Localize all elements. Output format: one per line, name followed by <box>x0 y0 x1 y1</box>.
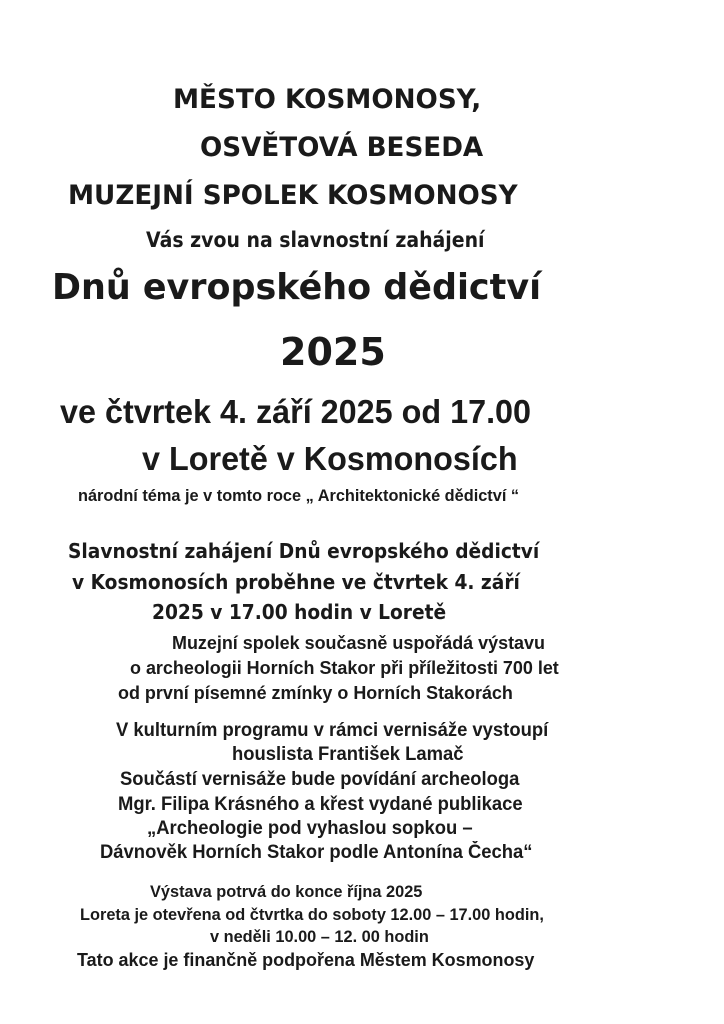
program-line-4: Mgr. Filipa Krásného a křest vydané publikace <box>118 794 523 815</box>
opening-hours-sunday: v neděli 10.00 – 12. 00 hodin <box>210 928 429 946</box>
exhibition-line-1: Muzejní spolek současně uspořádá výstavu <box>172 632 545 653</box>
opening-line-3: 2025 v 17.00 hodin v Loretě <box>152 600 447 624</box>
opening-hours-weekdays: Loreta je otevřena od čtvrtka do soboty 12.00 – 17.00 hodin, <box>80 906 544 924</box>
program-line-2: houslista František Lamač <box>232 744 464 765</box>
exhibition-line-3: od první písemné zmínky o Horních Stakorách <box>118 682 513 703</box>
organizer-cultural-association: OSVĚTOVÁ BESEDA <box>200 132 484 163</box>
financial-support: Tato akce je finančně podpořena Městem Kosmonosy <box>77 949 535 970</box>
event-date-time: ve čtvrtek 4. září 2025 od 17.00 <box>60 393 532 430</box>
event-theme: národní téma je v tomto roce „ Architektonické dědictví “ <box>78 486 520 505</box>
invitation-line: Vás zvou na slavnostní zahájení <box>146 228 485 252</box>
program-line-3: Součástí vernisáže bude povídání archeologa <box>120 769 520 790</box>
program-line-5: „Archeologie pod vyhaslou sopkou – <box>147 818 473 839</box>
program-line-1: V kulturním programu v rámci vernisáže vystoupí <box>116 720 549 741</box>
opening-line-1: Slavnostní zahájení Dnů evropského dědictví <box>68 539 540 563</box>
organizer-museum-society: MUZEJNÍ SPOLEK KOSMONOSY <box>68 180 518 211</box>
exhibition-until: Výstava potrvá do konce října 2025 <box>150 883 423 901</box>
event-year: 2025 <box>280 330 386 374</box>
exhibition-line-2: o archeologii Horních Stakor při příležitosti 700 let <box>130 657 559 678</box>
program-line-6: Dávnověk Horních Stakor podle Antonína Čecha“ <box>100 842 533 863</box>
event-place: v Loretě v Kosmonosích <box>142 440 518 477</box>
organizer-town: MĚSTO KOSMONOSY, <box>173 84 482 115</box>
opening-line-2: v Kosmonosích proběhne ve čtvrtek 4. září <box>72 570 520 594</box>
event-title: Dnů evropského dědictví <box>52 267 542 308</box>
